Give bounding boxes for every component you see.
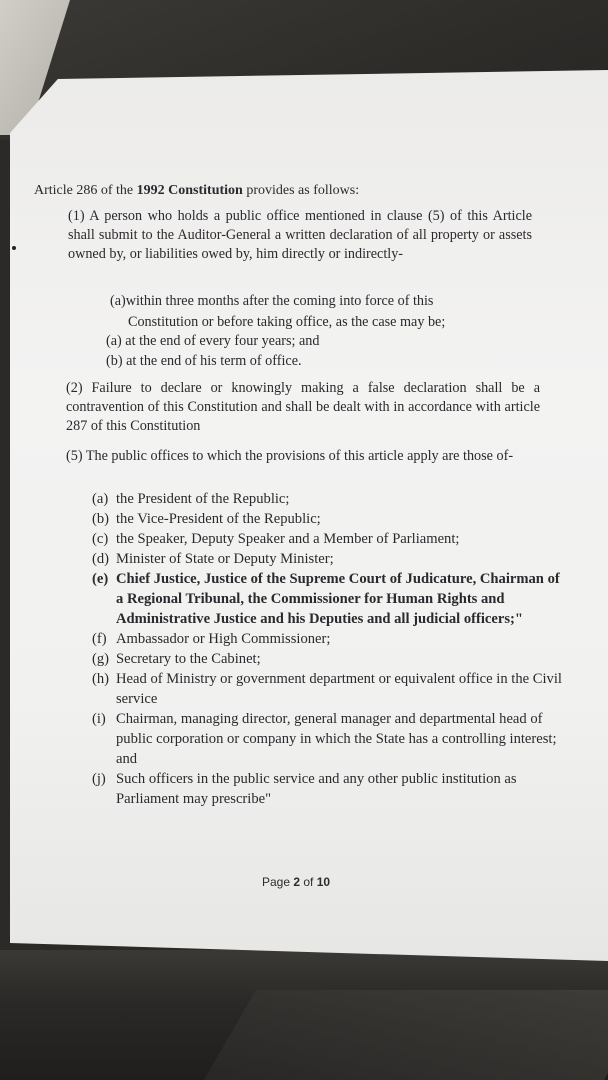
list-item-text: the Speaker, Deputy Speaker and a Member of Parliament; (116, 531, 460, 547)
list-item (92, 529, 567, 549)
list-item-label: (j) (92, 771, 106, 787)
list-item-label: (g) (92, 651, 110, 667)
list-item-label: (b) (92, 511, 110, 527)
list-item-text: the Vice-President of the Republic; (116, 511, 321, 527)
list-item-label: (a) (92, 491, 109, 507)
list-item (92, 629, 567, 649)
list-item-label: (d) (92, 551, 110, 567)
list-item (92, 549, 567, 569)
list-item-label: (f) (92, 631, 107, 647)
list-item (92, 709, 567, 769)
clause-1-item-b: (a) at the end of every four years; and (106, 333, 320, 349)
list-item (92, 669, 567, 709)
list-item-text: Such officers in the public service and any other public institution as Parliament may prescribe" (116, 771, 517, 807)
list-item (92, 769, 567, 809)
list-item (92, 509, 567, 529)
list-item-label: (h) (92, 671, 110, 687)
list-item (92, 489, 567, 509)
list-item-text: Ambassador or High Commissioner; (116, 631, 331, 647)
background-stripe (204, 990, 608, 1080)
list-item-text: the President of the Republic; (116, 491, 290, 507)
list-item-text: Chairman, managing director, general manager and departmental head of public corporation or company in which the State has a controlling interest; and (116, 711, 557, 767)
clause-1-item-a: (a)within three months after the coming into force of this (110, 293, 434, 309)
margin-mark (12, 246, 16, 250)
list-item-text: Secretary to the Cabinet; (116, 651, 261, 667)
clause-1-item-a-continued: Constitution or before taking office, as the case may be; (128, 314, 446, 330)
list-item-label: (i) (92, 711, 106, 727)
page-number: Page 2 of 10 (262, 875, 331, 889)
clause-5-text: (5) The public offices to which the provisions of this article apply are those of- (66, 448, 514, 464)
list-item-label: (e) (92, 571, 109, 587)
list-item (92, 569, 567, 629)
clause-2-text: (2) Failure to declare or knowingly making a false declaration shall be a contravention of this Constitution and shall be dealt with in accordance with article 287 of this Constitution (66, 380, 540, 434)
list-item-text: Head of Ministry or government department or equivalent office in the Civil service (116, 671, 562, 707)
list-item-text: Minister of State or Deputy Minister; (116, 551, 334, 567)
list-item-label: (c) (92, 531, 109, 547)
clause-5-list (92, 489, 567, 809)
document-heading: Article 286 of the 1992 Constitution provides as follows: (34, 183, 360, 198)
list-item-text: Chief Justice, Justice of the Supreme Court of Judicature, Chairman of a Regional Tribunal, the Commissioner for Human Rights and Administrative Justice and his Deputies and all judicial officers;" (116, 571, 560, 627)
clause-1-text: (1) A person who holds a public office mentioned in clause (5) of this Article shall submit to the Auditor-General a written declaration of all property or assets owned by, or liabilities owed by, him directly or indirectly- (68, 208, 532, 262)
clause-1-item-c: (b) at the end of his term of office. (106, 353, 302, 369)
list-item (92, 649, 567, 669)
